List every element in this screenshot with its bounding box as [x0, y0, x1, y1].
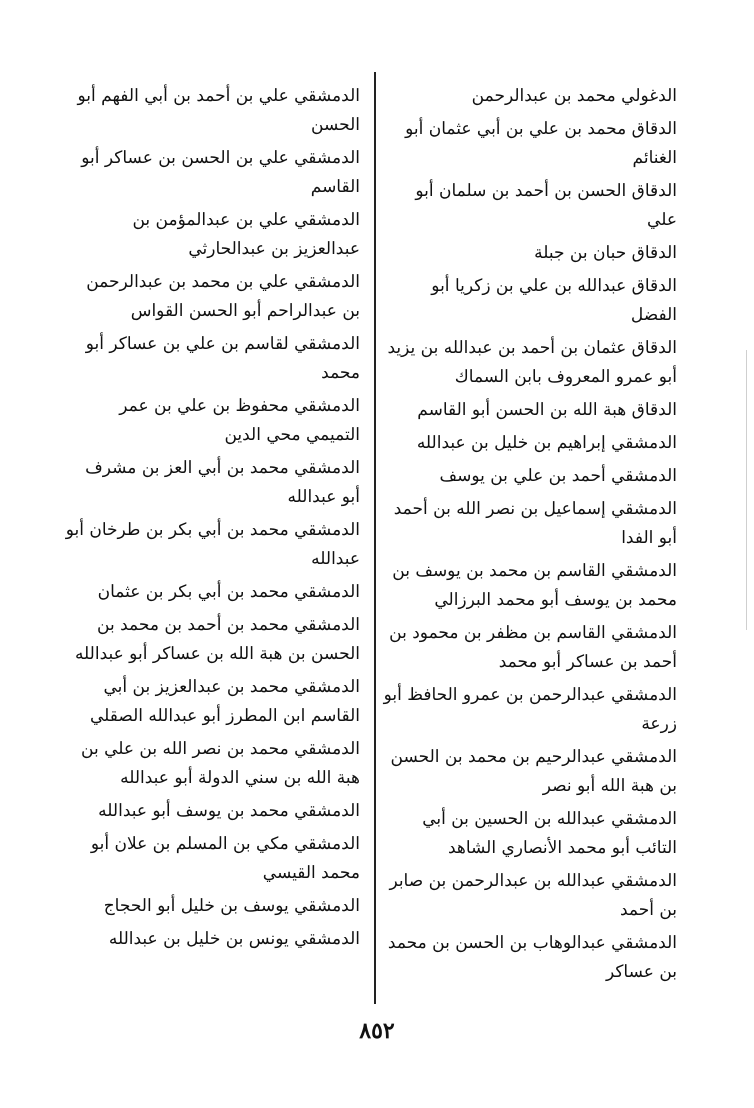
index-entry: الدمشقي محمد بن أحمد بن محمد بن الحسن بن هبة الله بن عساكر أبو عبدالله	[74, 615, 360, 664]
index-entry: الدمشقي أحمد بن علي بن يوسف	[439, 466, 677, 486]
index-entry: الدمشقي مكي بن المسلم بن علان أبو محمد القيسي	[90, 834, 360, 883]
index-entry: الدمشقي محمد بن أبي بكر بن عثمان	[97, 582, 360, 602]
index-entry: الدقاق حبان بن جبلة	[534, 243, 677, 263]
index-entry: الدمشقي محمد بن أبي العز بن مشرف أبو عبدالله	[85, 458, 360, 507]
index-entry: الدمشقي عبدالرحيم بن محمد بن الحسن بن هبة الله أبو نصر	[390, 747, 677, 796]
column-divider	[374, 72, 376, 1004]
index-entry: الدمشقي علي بن الحسن بن عساكر أبو القاسم	[81, 148, 360, 197]
index-entry: الدقاق الحسن بن أحمد بن سلمان أبو علي	[415, 181, 677, 230]
right-column	[381, 82, 677, 991]
index-entry: الدمشقي محمد بن نصر الله بن علي بن هبة الله بن سني الدولة أبو عبدالله	[81, 739, 360, 788]
index-entry: الدقاق هبة الله بن الحسن أبو القاسم	[417, 400, 677, 420]
index-entry: الدمشقي محمد بن أبي بكر بن طرخان أبو عبدالله	[65, 520, 360, 569]
index-entry: الدمشقي محمد بن عبدالعزيز بن أبي القاسم ابن المطرز أبو عبدالله الصقلي	[89, 677, 360, 726]
left-column	[64, 82, 360, 958]
index-entry: الدغولي محمد بن عبدالرحمن	[471, 86, 677, 106]
index-entry: الدقاق عثمان بن أحمد بن عبدالله بن يزيد أبو عمرو المعروف بابن السماك	[387, 338, 677, 387]
index-entry: الدمشقي القاسم بن محمد بن يوسف بن محمد بن يوسف أبو محمد البرزالي	[392, 561, 677, 610]
index-entry: الدقاق محمد بن علي بن أبي عثمان أبو الغنائم	[405, 119, 677, 168]
index-entry: الدمشقي يوسف بن خليل أبو الحجاج	[103, 896, 360, 916]
index-entry: الدمشقي عبدالوهاب بن الحسن بن محمد بن عساكر	[387, 933, 677, 982]
page-edge-mark	[746, 350, 747, 630]
index-entry: الدمشقي محفوظ بن علي بن عمر التميمي محي الدين	[119, 396, 360, 445]
index-entry: الدمشقي محمد بن يوسف أبو عبدالله	[98, 801, 360, 821]
index-entry: الدمشقي القاسم بن مظفر بن محمود بن أحمد بن عساكر أبو محمد	[389, 623, 677, 672]
index-entry: الدمشقي علي بن عبدالمؤمن بن عبدالعزيز بن عبدالحارثي	[132, 210, 360, 259]
index-entry: الدقاق عبدالله بن علي بن زكريا أبو الفضل	[431, 276, 677, 325]
index-entry: الدمشقي يونس بن خليل بن عبدالله	[108, 929, 360, 949]
index-entry: الدمشقي إبراهيم بن خليل بن عبدالله	[416, 433, 677, 453]
index-entry: الدمشقي لقاسم بن علي بن عساكر أبو محمد	[85, 334, 360, 383]
index-entry: الدمشقي عبدالله بن الحسين بن أبي التائب أبو محمد الأنصاري الشاهد	[422, 809, 677, 858]
index-entry: الدمشقي علي بن محمد بن عبدالرحمن بن عبدالراحم أبو الحسن القواس	[86, 272, 360, 321]
index-entry: الدمشقي عبدالله بن عبدالرحمن بن صابر بن أحمد	[389, 871, 677, 920]
index-entry: الدمشقي علي بن أحمد بن أبي الفهم أبو الحسن	[77, 86, 360, 135]
index-entry: الدمشقي إسماعيل بن نصر الله بن أحمد أبو الفدا	[393, 499, 677, 548]
page-number: ٨٥٢	[359, 1018, 395, 1044]
index-entry: الدمشقي عبدالرحمن بن عمرو الحافظ أبو زرعة	[383, 685, 677, 734]
